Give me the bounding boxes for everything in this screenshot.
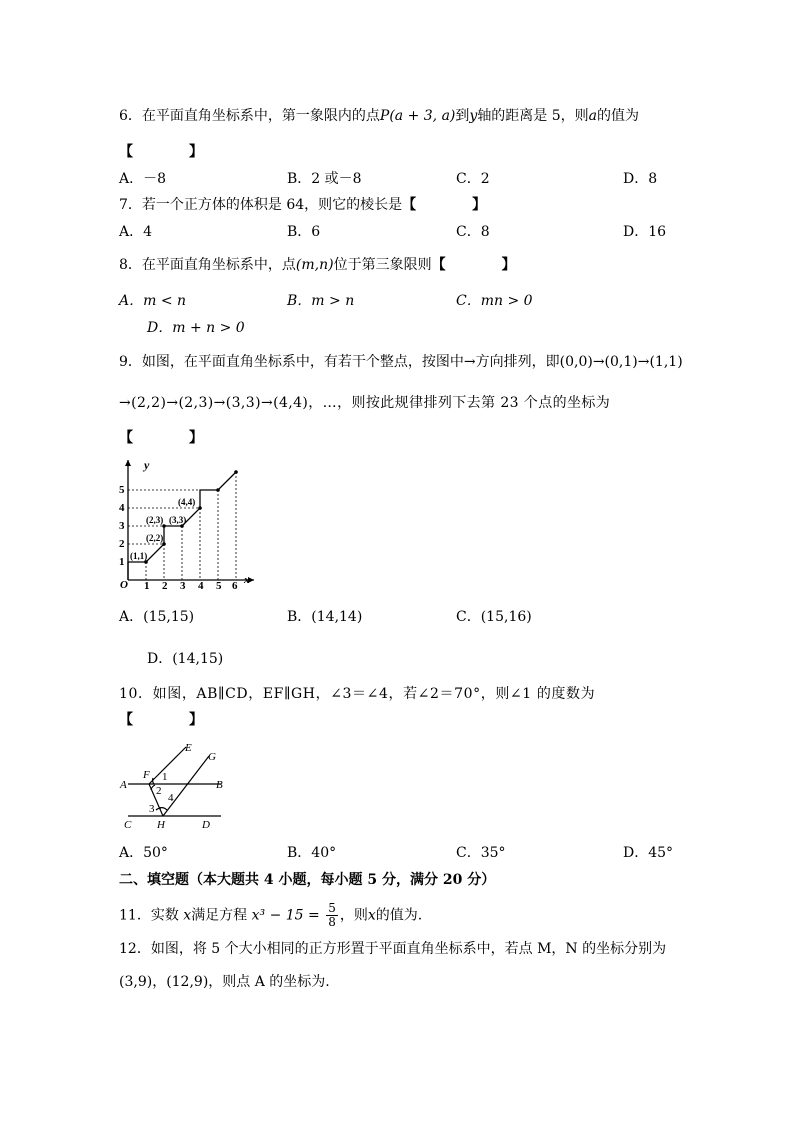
q9-x-tick: 4 <box>198 580 204 590</box>
q7-option-c[interactable]: C．8 <box>456 224 490 240</box>
q9-x-tick: 3 <box>180 580 186 590</box>
q10-stem: 10．如图，AB∥CD，EF∥GH，∠3＝∠4，若∠2＝70°，则∠1 的度数为 <box>119 686 596 702</box>
q10-figure-parallel-lines <box>118 738 233 833</box>
q6-option-c[interactable]: C．2 <box>456 171 490 187</box>
q10-label: D <box>202 819 210 831</box>
q9-stem-line2: →(2,2)→(2,3)→(3,3)→(4,4)，…，则按此规律排列下去第 23 个点的坐标为 <box>119 395 611 411</box>
q9-point-label: (1,1) <box>130 551 148 561</box>
q10-label: C <box>124 819 132 831</box>
q11-equation: x³ − 15 = <box>251 907 320 924</box>
q7-option-b[interactable]: B．6 <box>287 224 321 240</box>
q9-origin-label: O <box>120 579 128 590</box>
q9-point-label: (2,3) <box>146 515 164 525</box>
q9-y-tick: 4 <box>119 502 125 514</box>
q10-option-a[interactable]: A．50° <box>119 845 168 861</box>
q9-point-label: (4,4) <box>178 497 196 507</box>
q8-stem: 8．在平面直角坐标系中，点(m,n)位于第三象限则【 】 <box>119 257 516 273</box>
q10-answer-bracket: 【 】 <box>119 712 203 728</box>
q7-answer-bracket: 【 】 <box>402 197 487 213</box>
q9-y-tick: 5 <box>119 484 125 496</box>
q6-option-b[interactable]: B．2 或－8 <box>287 171 362 187</box>
q6-option-a[interactable]: A．－8 <box>119 171 167 187</box>
q6-stem: 6．在平面直角坐标系中，第一象限内的点P(a + 3, a)到y轴的距离是 5，则a的值为 <box>119 108 640 124</box>
q9-x-tick: 1 <box>144 580 150 590</box>
q10-label: F <box>143 769 150 781</box>
q10-label: 2 <box>156 785 162 797</box>
q9-x-tick: 2 <box>162 580 168 590</box>
q7-stem: 7．若一个正方体的体积是 64，则它的棱长是【 】 <box>119 197 487 213</box>
q9-y-axis-label: y <box>144 458 150 472</box>
q9-y-tick: 1 <box>119 556 125 568</box>
q8-option-b[interactable]: B．m > n <box>287 293 355 309</box>
q9-x-tick: 5 <box>216 580 222 590</box>
q9-y-tick: 3 <box>119 520 125 532</box>
q10-option-c[interactable]: C．35° <box>456 845 506 861</box>
q9-answer-bracket: 【 】 <box>119 430 203 446</box>
q9-point-label: (2,2) <box>146 533 164 543</box>
q11-stem: 11．实数 x满足方程 x³ − 15 = $\frac{5}{8}$ ，则x的值为. <box>119 901 423 929</box>
q9-option-b[interactable]: B．(14,14) <box>287 609 363 625</box>
q10-label: 4 <box>168 792 174 804</box>
section-heading-fill-in: 二、填空题（本大题共 4 小题，每小题 5 分，满分 20 分） <box>119 872 496 888</box>
q9-figure-path-grid <box>118 455 256 590</box>
q11-fraction: $\frac{5}{8}$ <box>328 901 336 929</box>
q10-label: 1 <box>162 771 168 783</box>
q9-option-a[interactable]: A．(15,15) <box>119 609 195 625</box>
q10-option-b[interactable]: B．40° <box>287 845 337 861</box>
q7-option-a[interactable]: A．4 <box>119 224 153 240</box>
q12-stem-line1: 12．如图，将 5 个大小相同的正方形置于平面直角坐标系中，若点 M，N 的坐标分别为 <box>119 941 667 957</box>
q8-option-d[interactable]: D．m + n > 0 <box>147 320 245 336</box>
q10-label: B <box>216 779 223 791</box>
q10-label: G <box>208 751 216 763</box>
q8-option-c[interactable]: C．mn > 0 <box>456 293 533 309</box>
q9-x-axis-label: x <box>244 574 250 586</box>
q8-answer-bracket: 【 】 <box>431 257 516 273</box>
q9-stem-line1: 9．如图，在平面直角坐标系中，有若干个整点，按图中→方向排列，即(0,0)→(0,1)→(1,1) <box>119 354 683 370</box>
q10-label: H <box>157 819 165 831</box>
q7-option-d[interactable]: D．16 <box>623 224 667 240</box>
q9-option-c[interactable]: C．(15,16) <box>456 609 532 625</box>
q9-x-tick: 6 <box>232 580 238 590</box>
q8-option-a[interactable]: A．m < n <box>119 293 187 309</box>
q10-label: E <box>185 742 192 754</box>
q6-answer-bracket: 【 】 <box>119 144 203 160</box>
q9-y-tick: 2 <box>119 538 125 550</box>
q10-option-d[interactable]: D．45° <box>623 845 674 861</box>
q12-stem-line2: (3,9)，(12,9)，则点 A 的坐标为. <box>119 974 330 990</box>
q10-label: 3 <box>149 803 155 815</box>
q9-point-label: (3,3) <box>169 515 187 525</box>
q9-option-d[interactable]: D．(14,15) <box>147 651 224 667</box>
q6-option-d[interactable]: D．8 <box>623 171 658 187</box>
q6-point: P(a + 3, a) <box>379 108 456 124</box>
q10-label: A <box>120 779 127 791</box>
